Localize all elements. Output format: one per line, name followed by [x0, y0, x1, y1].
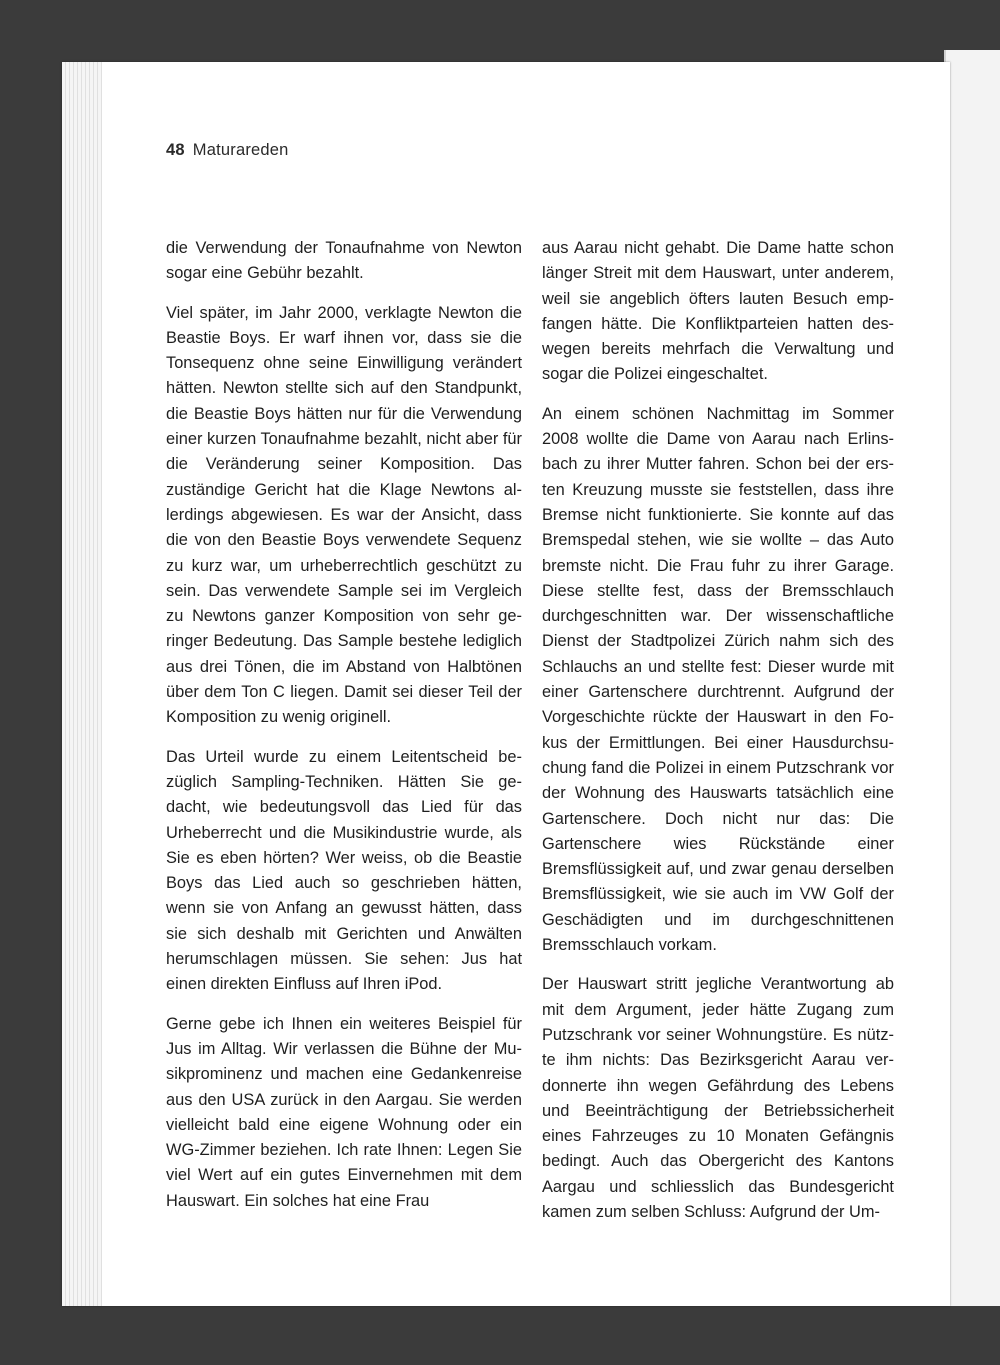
- paragraph: aus Aarau nicht gehabt. Die Dame hatte schon länger Streit mit dem Hauswart, unter anderem, weil sie angeblich öfters lauten Besuch empfangen hätte. Die Konfliktparteien hatten deswegen bereits mehrfach die Verwaltung und sogar die Polizei eingeschaltet.: [542, 239, 894, 384]
- left-column: [166, 236, 522, 1228]
- paragraph: die Verwendung der Tonaufnahme von Newton sogar eine Gebühr bezahlt.: [166, 239, 522, 283]
- paragraph: Das Urteil wurde zu einem Leitentscheid bezüglich Sampling-Techniken. Hätten Sie gedacht, wie bedeutungsvoll das Lied für das Urheberrecht und die Musikindustrie wurde, als Sie es eben hörten? Wer weiss, ob die Beastie Boys das Lied auch so geschrieben hätten, wenn sie von Anfang an gewusst hätten, dass sie sich deshalb mit Gerichten und Anwälten herumschlagen müssen. Sie sehen: Jus hat einen direkten Einfluss auf Ihren iPod.: [166, 747, 522, 994]
- paragraph: Gerne gebe ich Ihnen ein weiteres Beispiel für Jus im Alltag. Wir verlassen die Bühne der Musikprominenz und machen eine Gedankenreise aus den USA zurück in den Aargau. Sie werden vielleicht bald eine eigene Wohnung oder ein WG-Zimmer beziehen. Ich rate Ihnen: Legen Sie viel Wert auf ein gutes Einvernehmen mit dem Hauswart. Ein solches hat eine Frau: [166, 1014, 522, 1210]
- paragraph: Der Hauswart stritt jegliche Verantwortung ab mit dem Argument, jeder hätte Zugang zum Putzschrank vor seiner Wohnungstüre. Es nützte ihm nichts: Das Bezirksgericht Aarau verdonnerte ihn wegen Gefährdung des Lebens und Beeinträchtigung der Betriebssicherheit eines Fahrzeuges zu 10 Monaten Gefängnis bedingt. Auch das Obergericht des Kantons Aargau und schliesslich das Bundesgericht kamen zum selben Schluss: Aufgrund der Um-: [542, 975, 894, 1221]
- section-title: Maturareden: [192, 141, 289, 159]
- running-header: [166, 141, 289, 160]
- page-stack-edges: [62, 62, 102, 1306]
- paragraph: An einem schönen Nachmittag im Sommer 2008 wollte die Dame von Aarau nach Erlinsbach zu ihrer Mutter fahren. Schon bei der ersten Kreuzung musste sie feststellen, dass ihre Bremse nicht funktionierte. Sie konnte auf das Bremspedal stehen, wie sie wollte – das Auto bremste nicht. Die Frau fuhr zu ihrer Garage. Diese stellte fest, dass der Bremsschlauch durchgeschnitten war. Der wissenschaftliche Dienst der Stadtpolizei Zürich nahm sich des Schlauchs an und stellte fest: Dieser wurde mit einer Gartenschere durchtrennt. Aufgrund der Vorgeschichte rückte der Hauswart in den Fokus der Ermittlungen. Bei einer Hausdurchsuchung fand die Polizei in einem Putzschrank vor der Wohnung des Hauswarts tatsächlich eine Gartenschere. Doch nicht nur das: Die Gartenschere wies Rückstände einer Bremsflüssigkeit auf, und zwar genau derselben Bremsflüssigkeit, wie sie auch im VW Golf der Geschädigten und im durchgeschnittenen Bremsschlauch vorkam.: [542, 404, 894, 955]
- page-number: 48: [166, 141, 185, 159]
- right-column: [542, 236, 894, 1239]
- adjacent-page-edge: [945, 50, 1000, 1306]
- paragraph: Viel später, im Jahr 2000, verklagte Newton die Beastie Boys. Er warf ihnen vor, dass sie die Tonsequenz ohne seine Einwilligung verändert hätten. Newton stellte sich auf den Standpunkt, die Beastie Boys hätten nur für die Verwendung einer kurzen Tonaufnahme bezahlt, nicht aber für die Veränderung seiner Komposition. Das zuständige Gericht hat die Klage Newtons allerdings abgewiesen. Es war der Ansicht, dass die von den Beastie Boys verwendete Sequenz zu kurz war, um urheberrechtlich geschützt zu sein. Das verwendete Sample sei im Vergleich zu Newtons ganzer Komposition von sehr geringer Bedeutung. Das Sample bestehe lediglich aus drei Tönen, die im Abstand von Halbtönen über dem Ton C liegen. Damit sei dieser Teil der Komposition zu wenig originell.: [166, 303, 522, 727]
